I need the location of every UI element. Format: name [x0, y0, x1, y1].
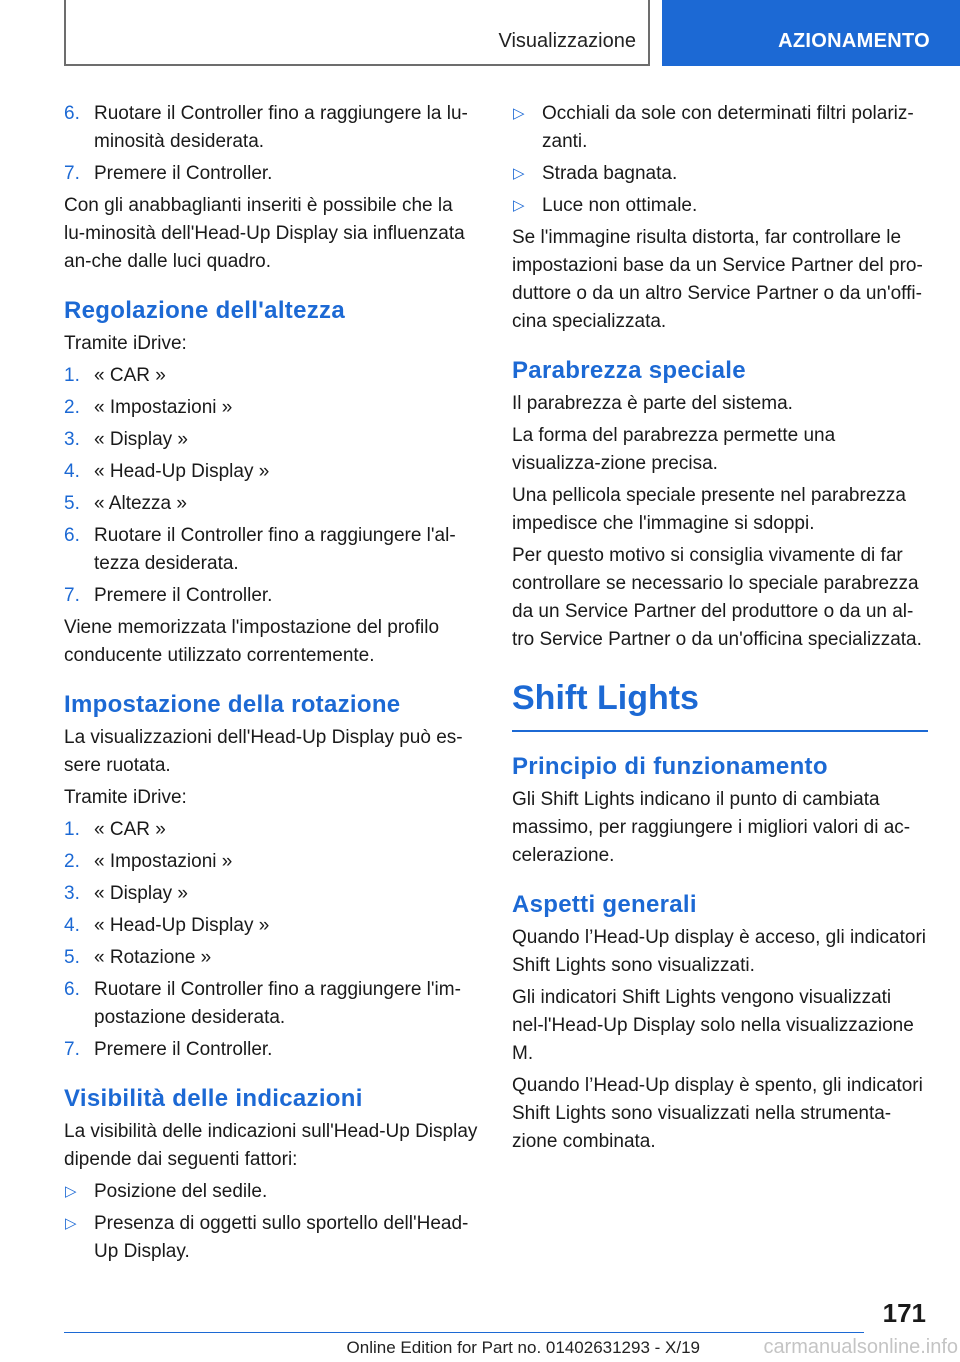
list-item	[64, 458, 478, 486]
triangle-bullet-icon: ▷	[513, 197, 525, 214]
step-text: « Display »	[94, 883, 188, 904]
list-item	[512, 100, 928, 156]
step-number: 5.	[64, 947, 80, 968]
heading-windshield: Parabrezza speciale	[512, 357, 746, 384]
paragraph: Quando l’Head-Up display è acceso, gli indicatori Shift Lights sono visualizzati.	[512, 927, 927, 976]
paragraph: Per questo motivo si consiglia vivamente di far controllare se necessario lo speciale parabrezza da un Service Partner del produttore o da un al-tro Service Partner o da un'officina specializzata.	[512, 545, 922, 650]
heading-rotation: Impostazione della rotazione	[64, 691, 401, 718]
paragraph: Gli Shift Lights indicano il punto di cambiata massimo, per raggiungere i migliori valori di ac-celerazione.	[512, 789, 911, 866]
list-item	[64, 426, 478, 454]
step-number: 3.	[64, 883, 80, 904]
step-text: « CAR »	[94, 819, 166, 840]
list-item	[64, 880, 478, 908]
right-column	[512, 100, 928, 1160]
footer-edition: Online Edition for Part no. 01402631293 - X/19	[346, 1338, 700, 1357]
step-number: 3.	[64, 429, 80, 450]
list-item	[64, 816, 478, 844]
list-item	[64, 582, 478, 610]
header-section-label: AZIONAMENTO	[778, 30, 930, 52]
triangle-bullet-icon: ▷	[65, 1183, 77, 1200]
list-item	[64, 944, 478, 972]
triangle-bullet-icon: ▷	[513, 165, 525, 182]
step-number: 2.	[64, 397, 80, 418]
step-text: Premere il Controller.	[94, 163, 273, 184]
list-item	[64, 1036, 478, 1064]
paragraph: Se l'immagine risulta distorta, far controllare le impostazioni base da un Service Partner del pro-duttore o da un altro Service Partner o da un'offi-cina specializzata.	[512, 227, 923, 332]
bullet-text: Presenza di oggetti sullo sportello dell'Head-Up Display.	[94, 1213, 469, 1262]
heading-shift-lights: Shift Lights	[512, 676, 928, 732]
step-text: « Impostazioni »	[94, 397, 233, 418]
step-text: « Head-Up Display »	[94, 915, 270, 936]
paragraph: Tramite iDrive:	[64, 787, 187, 808]
paragraph: La visibilità delle indicazioni sull'Head-Up Display dipende dai seguenti fattori:	[64, 1121, 478, 1170]
list-item	[64, 394, 478, 422]
step-number: 7.	[64, 585, 80, 606]
bullet-text: Posizione del sedile.	[94, 1181, 268, 1202]
step-text: Premere il Controller.	[94, 585, 273, 606]
list-item	[64, 1210, 478, 1266]
header-title: Visualizzazione	[498, 30, 636, 52]
list-item	[64, 1178, 478, 1206]
step-text: Ruotare il Controller fino a raggiungere l'im-postazione desiderata.	[94, 979, 461, 1028]
paragraph: Il parabrezza è parte del sistema.	[512, 393, 793, 414]
list-item	[64, 976, 478, 1032]
step-number: 2.	[64, 851, 80, 872]
heading-visibility: Visibilità delle indicazioni	[64, 1085, 363, 1112]
paragraph: Quando l’Head-Up display è spento, gli indicatori Shift Lights sono visualizzati nella strumenta-zione combinata.	[512, 1075, 923, 1152]
left-column	[64, 100, 478, 1270]
triangle-bullet-icon: ▷	[513, 105, 525, 122]
list-item	[512, 192, 928, 220]
bullet-text: Strada bagnata.	[542, 163, 678, 184]
step-text: « Rotazione »	[94, 947, 212, 968]
step-number: 4.	[64, 461, 80, 482]
footer-divider	[64, 1332, 864, 1333]
step-number: 4.	[64, 915, 80, 936]
step-number: 6.	[64, 103, 80, 124]
paragraph: Gli indicatori Shift Lights vengono visualizzati nel-l'Head-Up Display solo nella visualizzazione M.	[512, 987, 914, 1064]
bullet-text: Luce non ottimale.	[542, 195, 698, 216]
list-item	[64, 160, 478, 188]
step-text: « CAR »	[94, 365, 166, 386]
triangle-bullet-icon: ▷	[65, 1215, 77, 1232]
paragraph: Tramite iDrive:	[64, 333, 187, 354]
step-text: « Impostazioni »	[94, 851, 233, 872]
step-number: 1.	[64, 365, 80, 386]
step-number: 7.	[64, 1039, 80, 1060]
step-text: Ruotare il Controller fino a raggiungere l'al-tezza desiderata.	[94, 525, 456, 574]
list-item	[64, 522, 478, 578]
step-number: 7.	[64, 163, 80, 184]
paragraph: Viene memorizzata l'impostazione del profilo conducente utilizzato correntemente.	[64, 617, 440, 666]
step-number: 1.	[64, 819, 80, 840]
heading-height: Regolazione dell'altezza	[64, 297, 345, 324]
step-text: « Altezza »	[94, 493, 187, 514]
paragraph: La visualizzazioni dell'Head-Up Display può es-sere ruotata.	[64, 727, 463, 776]
list-item	[64, 100, 478, 156]
paragraph: Con gli anabbaglianti inseriti è possibile che la lu-minosità dell'Head-Up Display sia influenzata an-che dalle luci quadro.	[64, 195, 465, 272]
list-item	[64, 912, 478, 940]
page-number: 171	[882, 1298, 926, 1328]
header-section-tab	[662, 0, 960, 66]
step-text: Ruotare il Controller fino a raggiungere la lu-minosità desiderata.	[94, 103, 468, 152]
step-number: 6.	[64, 979, 80, 1000]
header-title-box	[64, 0, 650, 66]
bullet-text: Occhiali da sole con determinati filtri polariz-zanti.	[542, 103, 914, 152]
list-item	[512, 160, 928, 188]
footer-watermark: carmanualsonline.info	[763, 1336, 958, 1358]
heading-principle: Principio di funzionamento	[512, 753, 828, 780]
step-number: 5.	[64, 493, 80, 514]
step-text: « Head-Up Display »	[94, 461, 270, 482]
list-item	[64, 848, 478, 876]
step-number: 6.	[64, 525, 80, 546]
heading-general: Aspetti generali	[512, 891, 697, 918]
list-item	[64, 490, 478, 518]
step-text: « Display »	[94, 429, 188, 450]
step-text: Premere il Controller.	[94, 1039, 273, 1060]
list-item	[64, 362, 478, 390]
paragraph: Una pellicola speciale presente nel parabrezza impedisce che l'immagine si sdoppi.	[512, 485, 906, 534]
paragraph: La forma del parabrezza permette una visualizza-zione precisa.	[512, 425, 836, 474]
